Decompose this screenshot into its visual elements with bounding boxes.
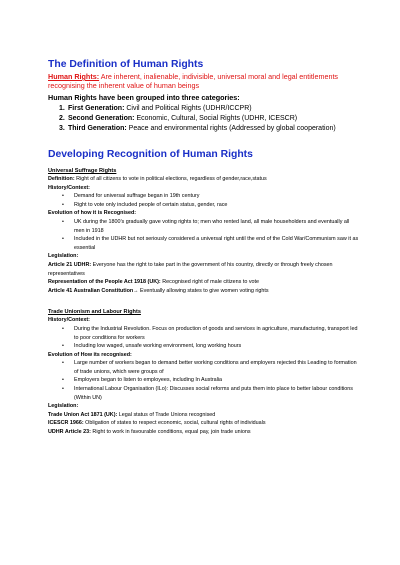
list-item: • Demand for universal suffrage began in 19th century [48, 192, 360, 201]
list-item: • Right to vote only included people of certain status, gender, race [48, 201, 360, 210]
legislation-label: Trade Union Act 1871 (UK): [48, 411, 118, 418]
generation-text: Economic, Cultural, Social Rights (UDHR, ICESCR) [134, 115, 298, 122]
list-item [48, 114, 360, 124]
generation-list [48, 104, 360, 134]
definition-term: Human Rights: [48, 72, 100, 81]
definition-text: Right of all citizens to vote in political elections, regardless of gender,race,status [74, 176, 267, 182]
legislation-item [48, 278, 360, 287]
developing-title: Developing Recognition of Human Rights [48, 149, 253, 160]
spacer [48, 295, 360, 302]
list-item: • Included in the UDHR but not seriously considered a universal right until the end of the Cold War/Communism saw it as essential [48, 235, 360, 252]
definition-text: Are inherent, inalienable, indivisible, universal moral and legal entitlements recognising the inherent value of human beings [48, 72, 339, 90]
list-number: 3. [59, 125, 65, 132]
suffrage-evolution-label: Evolution of how it is Recognised: [48, 210, 137, 217]
legislation-text: Eventually allowing states to give women voting rights [138, 287, 269, 294]
generation-label: Third Generation: [68, 125, 127, 132]
grouped-heading: Human Rights have been grouped into three categories: [48, 93, 240, 102]
legislation-label: Representation of the People Act 1918 (UK): [48, 279, 161, 286]
definition-title: The Definition of Human Rights [48, 59, 204, 70]
legislation-text: Obligation of states to respect economic, social, cultural rights of individuals [83, 420, 266, 427]
legislation-text: Everyone has the right to take part in the government of his country, directly or through freely chosen representatives [48, 261, 333, 277]
generation-label: First Generation: [68, 105, 125, 112]
generation-label: Second Generation: [68, 115, 135, 122]
legislation-text: Legal status of Trade Unions recognised [117, 411, 216, 418]
suffrage-history-list [48, 192, 360, 209]
trade-legislation-label: Legislation: [48, 403, 79, 410]
legislation-item [48, 411, 360, 420]
generation-text: Civil and Political Rights (UDHR/ICCPR) [124, 105, 252, 112]
suffrage-legislation-label: Legislation: [48, 253, 79, 260]
legislation-item [48, 261, 360, 278]
list-number: 1. [59, 105, 65, 112]
trade-evolution-label: Evolution of How its recognised: [48, 351, 132, 358]
generation-text: Peace and environmental rights (Addressed by global cooperation) [126, 125, 336, 132]
trade-history-label: History/Context: [48, 317, 90, 324]
suffrage-heading: Universal Suffrage Rights [48, 168, 117, 174]
legislation-label: Article 41 Australian Constitution→ [48, 287, 139, 294]
trade-evolution-list [48, 359, 360, 402]
list-item: • Including low waged, unsafe working environment, long working hours [48, 342, 360, 351]
developing-section [48, 148, 360, 437]
legislation-item [48, 428, 360, 437]
suffrage-definition [48, 175, 360, 184]
list-item [48, 124, 360, 134]
suffrage-evolution-list [48, 218, 360, 252]
legislation-label: ICESCR 1966: [48, 420, 84, 427]
list-item: • During the Industrial Revolution. Focus on production of goods and services in agriculture, manufacturing, transport led to poor conditions for workers [48, 325, 360, 342]
legislation-item [48, 287, 360, 296]
list-item: • International Labour Organisation (ILo): Discusses social reforms and puts them into place to better labour conditions (Within UN) [48, 385, 360, 402]
list-item: • Employers began to listen to employees, including In Australia [48, 376, 360, 385]
definition-label: Definition: [48, 176, 75, 182]
legislation-text: Recognised right of male citizens to vote [160, 279, 260, 286]
legislation-label: Article 21 UDHR: [48, 261, 92, 268]
trade-heading: Trade Unionism and Labour Rights [48, 309, 141, 316]
legislation-label: UDHR Article 23: [48, 429, 91, 436]
trade-history-list [48, 325, 360, 351]
suffrage-history-label: History/Context: [48, 184, 90, 191]
list-item [48, 104, 360, 114]
legislation-item [48, 419, 360, 428]
human-rights-definition [48, 72, 360, 90]
legislation-text: Right to work in favourable conditions, equal pay, join trade unions [90, 429, 251, 436]
list-item: • Large number of workers began to demand better working conditions and employers rejected this Leading to formation of trade unions, which were groups of [48, 359, 360, 376]
list-item: • UK during the 1800’s gradually gave voting rights to; men who rented land, all male householders and eventually all men in 1918 [48, 218, 360, 235]
list-number: 2. [59, 115, 65, 122]
